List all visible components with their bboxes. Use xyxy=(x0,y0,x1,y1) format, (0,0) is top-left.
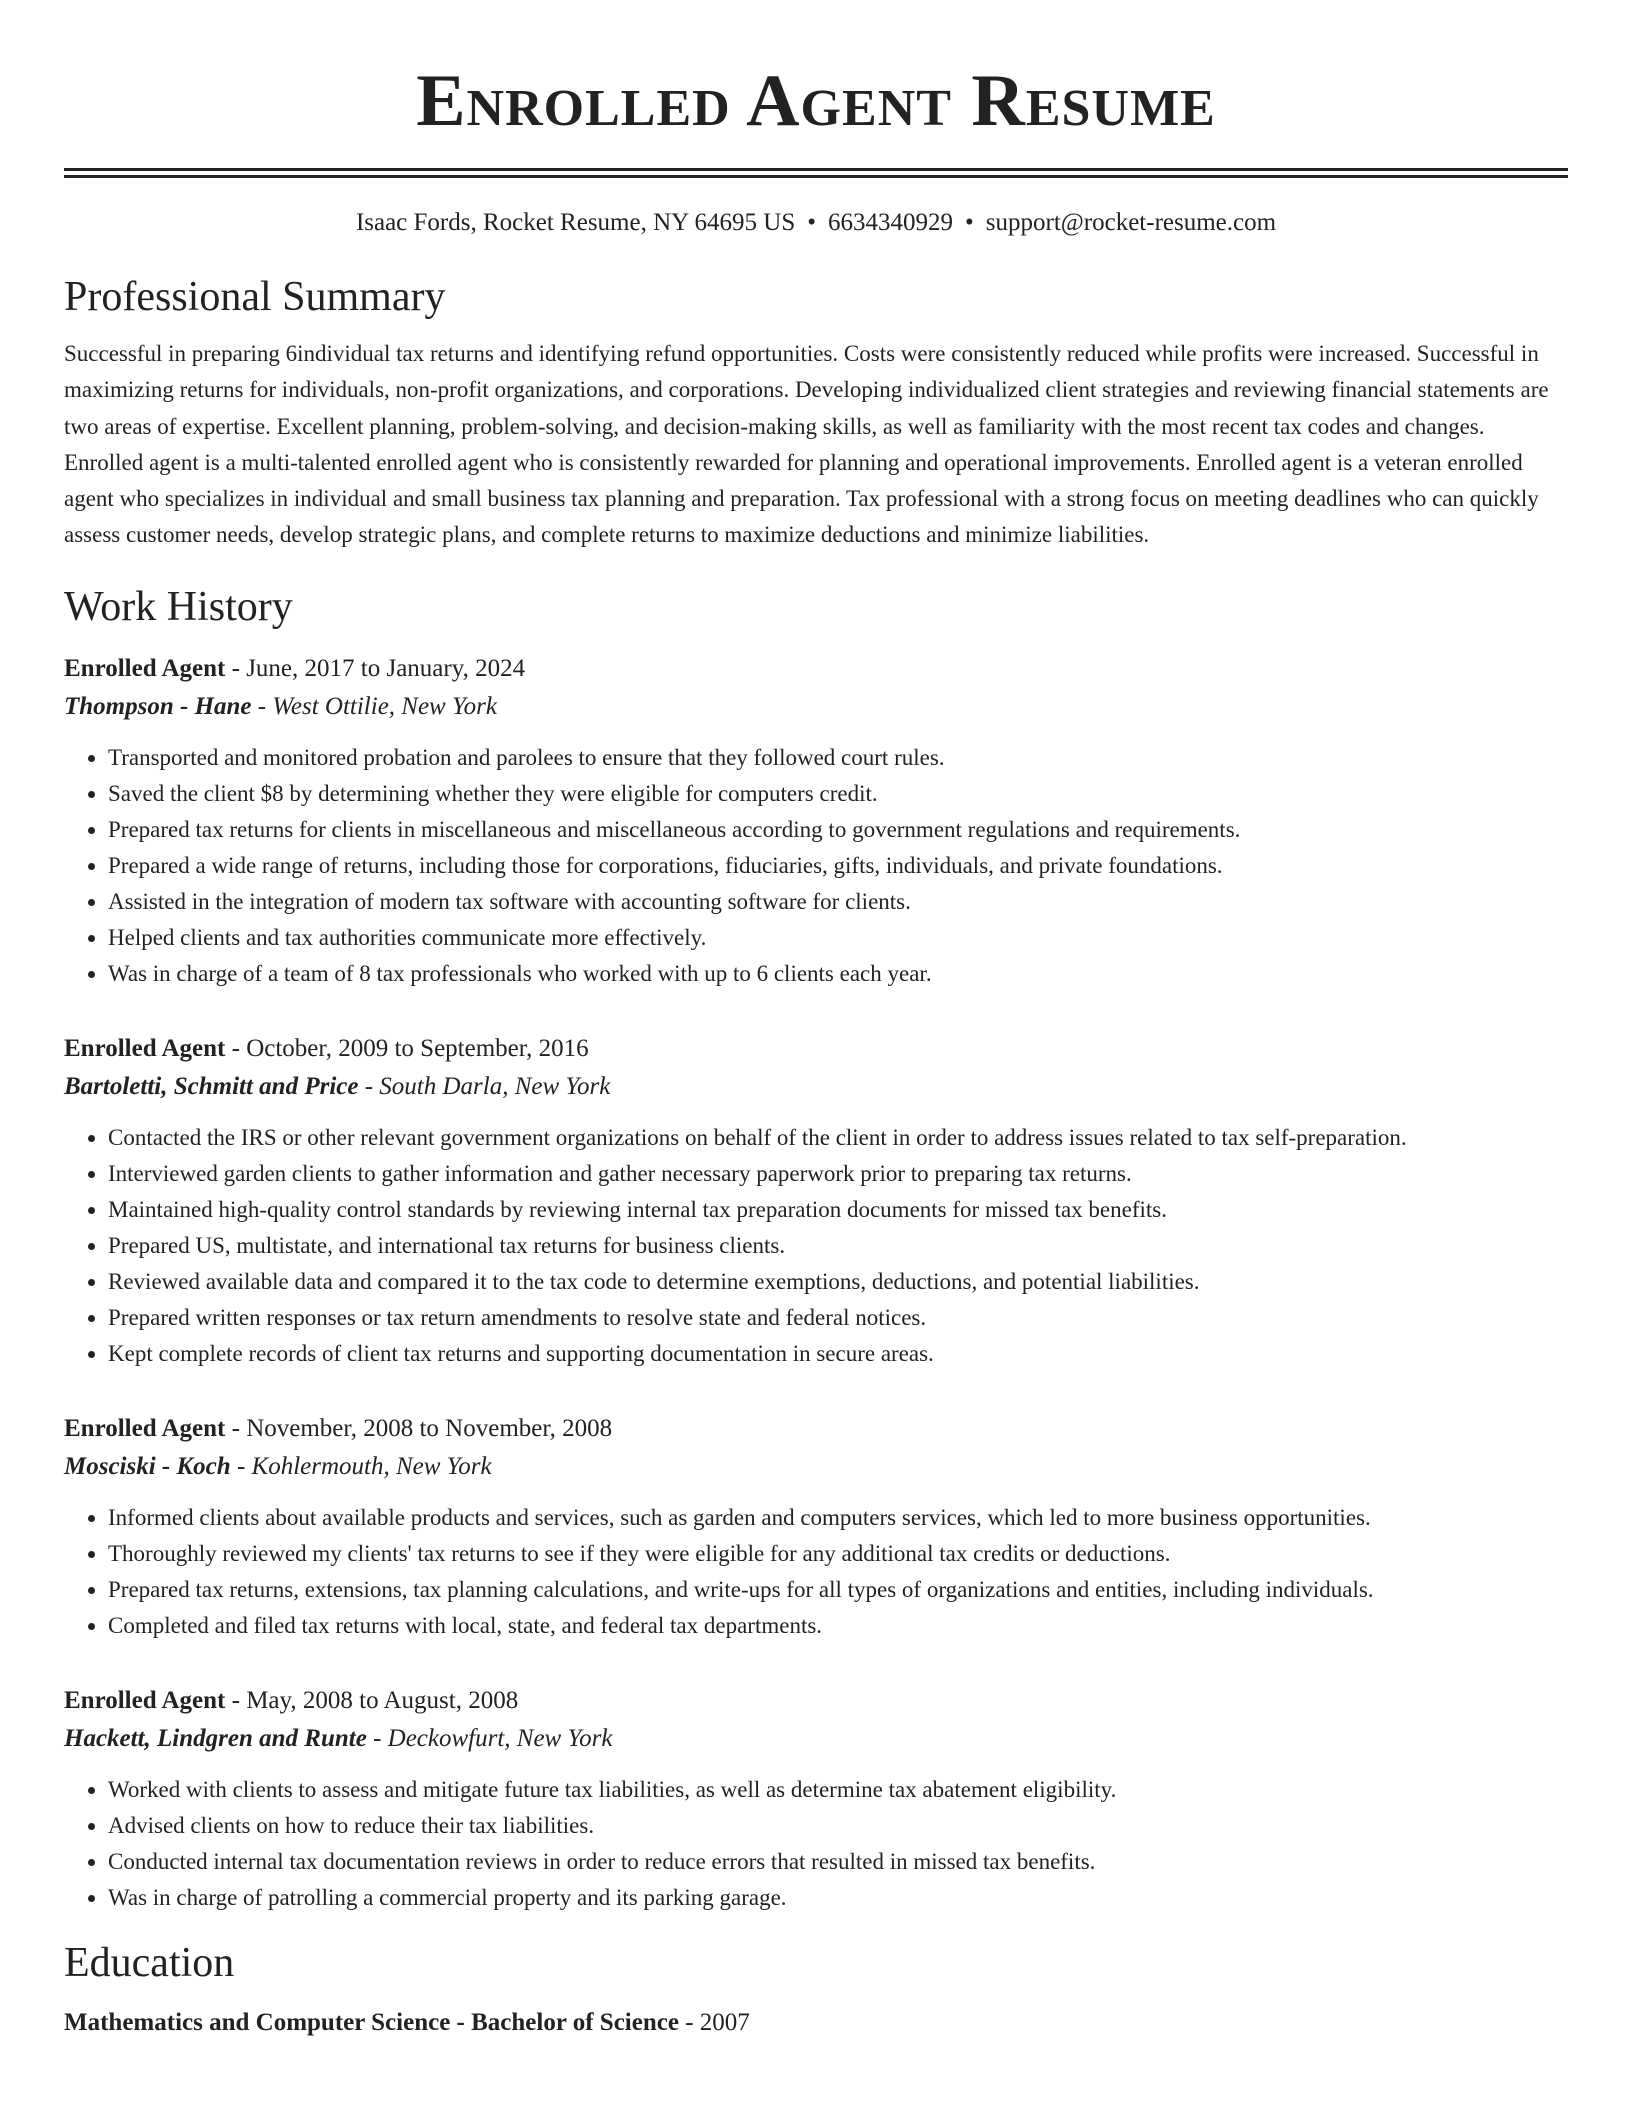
job-bullets xyxy=(64,740,1568,992)
job-company-line xyxy=(64,1068,1568,1107)
job-bullet: • Contacted the IRS or other relevant government organizations on behalf of the client in order to address issues related to tax self-preparation. xyxy=(108,1120,1568,1156)
job-bullet: • Was in charge of a team of 8 tax professionals who worked with up to 6 clients each year. xyxy=(108,956,1568,992)
job-bullet: • Worked with clients to assess and mitigate future tax liabilities, as well as determine tax abatement eligibility. xyxy=(108,1772,1568,1808)
job-bullet: • Kept complete records of client tax returns and supporting documentation in secure areas. xyxy=(108,1336,1568,1372)
job-bullet: • Reviewed available data and compared it to the tax code to determine exemptions, deductions, and potential liabilities. xyxy=(108,1264,1568,1300)
job-location: Deckowfurt, New York xyxy=(387,1725,613,1753)
job-bullets xyxy=(64,1500,1568,1644)
contact-address: Isaac Fords, Rocket Resume, NY 64695 US xyxy=(355,209,796,236)
job-company: Hackett, Lindgren and Runte xyxy=(64,1725,367,1753)
job-dates: May, 2008 to August, 2008 xyxy=(246,1686,519,1714)
contact-separator: • xyxy=(965,209,974,236)
job-company: Mosciski - Koch xyxy=(64,1453,231,1481)
job-dash: - xyxy=(358,1073,380,1101)
education-year: 2007 xyxy=(699,2008,750,2036)
job-location: Kohlermouth, New York xyxy=(251,1453,492,1481)
job-bullets xyxy=(64,1772,1568,1916)
job-dash: - xyxy=(225,1414,247,1442)
job-bullet: • Thoroughly reviewed my clients' tax returns to see if they were eligible for any additional tax credits or deductions. xyxy=(108,1536,1568,1572)
job-bullet: • Prepared written responses or tax return amendments to resolve state and federal notices. xyxy=(108,1300,1568,1336)
job-bullet: • Maintained high-quality control standards by reviewing internal tax preparation documents for missed tax benefits. xyxy=(108,1192,1568,1228)
title-double-rule xyxy=(64,168,1568,178)
summary-heading: Professional Summary xyxy=(64,274,446,320)
job-bullet: • Helped clients and tax authorities communicate more effectively. xyxy=(108,920,1568,956)
job-dash: - xyxy=(225,1686,247,1714)
education-degree: Mathematics and Computer Science - Bachelor of Science xyxy=(64,2008,679,2036)
job-bullet: • Advised clients on how to reduce their tax liabilities. xyxy=(108,1808,1568,1844)
job-dash: - xyxy=(251,693,273,721)
job-bullet: • Interviewed garden clients to gather information and gather necessary paperwork prior to preparing tax returns. xyxy=(108,1156,1568,1192)
job-dash: - xyxy=(366,1725,388,1753)
job-title-line xyxy=(64,1682,1568,1721)
job-bullets xyxy=(64,1120,1568,1372)
job-entry xyxy=(64,1682,1568,1916)
job-location: South Darla, New York xyxy=(379,1073,611,1101)
job-dash: - xyxy=(225,654,247,682)
job-bullet: • Informed clients about available products and services, such as garden and computers services, which led to more business opportunities. xyxy=(108,1500,1568,1536)
contact-separator: • xyxy=(807,209,816,236)
job-entry xyxy=(64,1410,1568,1644)
job-bullet: • Prepared US, multistate, and international tax returns for business clients. xyxy=(108,1228,1568,1264)
job-bullet: • Prepared a wide range of returns, including those for corporations, fiduciaries, gifts, individuals, and private foundations. xyxy=(108,848,1568,884)
job-bullet: • Conducted internal tax documentation reviews in order to reduce errors that resulted in missed tax benefits. xyxy=(108,1844,1568,1880)
job-bullet: • Completed and filed tax returns with local, state, and federal tax departments. xyxy=(108,1608,1568,1644)
job-bullet: • Prepared tax returns for clients in miscellaneous and miscellaneous according to government regulations and requirements. xyxy=(108,812,1568,848)
job-dash: - xyxy=(230,1453,252,1481)
job-entry xyxy=(64,650,1568,992)
job-company: Thompson - Hane xyxy=(64,693,252,721)
summary-paragraph: Successful in preparing 6individual tax returns and identifying refund opportunities. Costs were consistently reduced while profits were increased. Successful in maximizing returns for individuals, non-profit organizations, and corporations. Developing individualized client strategies and reviewing financial statements are two areas of expertise. Excellent planning, problem-solving, and decision-making skills, as well as familiarity with the most recent tax codes and changes. Enrolled agent is a multi-talented enrolled agent who is consistently rewarded for planning and operational improvements. Enrolled agent is a veteran enrolled agent who specializes in individual and small business tax planning and preparation. Tax professional with a strong focus on meeting deadlines who can quickly assess customer needs, develop strategic plans, and complete returns to maximize deductions and minimize liabilities. xyxy=(64,341,1549,548)
contact-email: support@rocket-resume.com xyxy=(985,209,1277,236)
document-title: Enrolled Agent Resume xyxy=(416,60,1216,142)
contact-line xyxy=(64,206,1568,240)
job-title: Enrolled Agent xyxy=(64,1686,226,1714)
job-bullet: • Saved the client $8 by determining whether they were eligible for computers credit. xyxy=(108,776,1568,812)
job-company-line xyxy=(64,688,1568,727)
job-title: Enrolled Agent xyxy=(64,1034,226,1062)
education-dash: - xyxy=(678,2008,700,2036)
job-bullet: • Was in charge of patrolling a commercial property and its parking garage. xyxy=(108,1880,1568,1916)
education-entry xyxy=(64,2004,1568,2042)
job-title: Enrolled Agent xyxy=(64,654,226,682)
job-title-line xyxy=(64,1410,1568,1449)
job-title-line xyxy=(64,650,1568,689)
work-history-heading: Work History xyxy=(64,583,293,630)
education-heading: Education xyxy=(64,1939,235,1986)
job-title: Enrolled Agent xyxy=(64,1414,226,1442)
job-entry xyxy=(64,1030,1568,1372)
job-company-line xyxy=(64,1448,1568,1487)
job-company-line xyxy=(64,1720,1568,1759)
job-dates: October, 2009 to September, 2016 xyxy=(246,1034,589,1062)
job-bullet: • Transported and monitored probation and parolees to ensure that they followed court rules. xyxy=(108,740,1568,776)
work-history-list xyxy=(64,650,1568,1916)
job-dash: - xyxy=(225,1034,247,1062)
job-bullet: • Prepared tax returns, extensions, tax planning calculations, and write-ups for all types of organizations and entities, including individuals. xyxy=(108,1572,1568,1608)
job-dates: November, 2008 to November, 2008 xyxy=(246,1414,613,1442)
job-bullet: • Assisted in the integration of modern tax software with accounting software for clients. xyxy=(108,884,1568,920)
contact-phone: 6634340929 xyxy=(828,209,953,236)
job-company: Bartoletti, Schmitt and Price xyxy=(64,1073,359,1101)
job-dates: June, 2017 to January, 2024 xyxy=(246,654,526,682)
job-location: West Ottilie, New York xyxy=(272,693,497,721)
job-title-line xyxy=(64,1030,1568,1069)
